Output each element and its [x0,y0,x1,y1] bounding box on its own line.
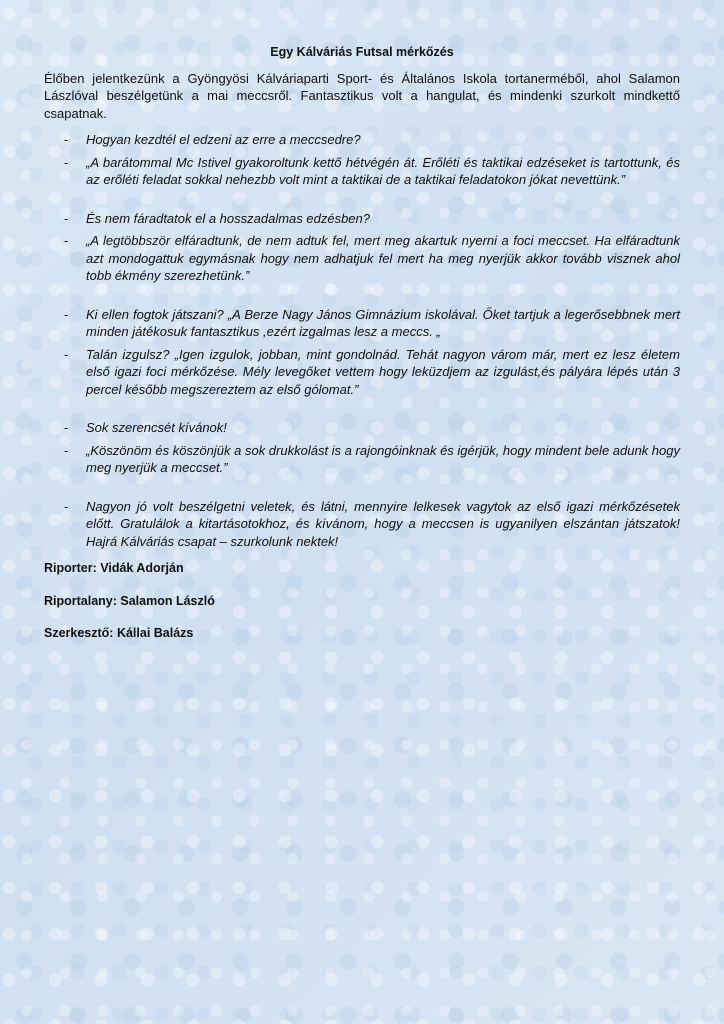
dash-bullet: - [64,132,69,147]
item-text: Ki ellen fogtok játszani? „A Berze Nagy János Gimnázium iskolával. Őket tartjuk a legerősebbnek mert minden játékosuk fantasztikus ,ezért izgalmas lesz a meccs. „ [86,306,680,339]
dash-bullet: - [64,233,69,248]
credits [44,560,680,643]
item-text: És nem fáradtatok el a hosszadalmas edzésben? [86,210,371,226]
item-text: „A legtöbbször elfáradtunk, de nem adtuk fel, mert meg akartuk nyerni a foci meccset. Ha elfáradtunk azt mondogattuk egymásnak hogy nem adhatjuk fel mert ha meg nyerjük akkor tovább visznek ahol tobb ékmény szerezhetünk.” [86,233,680,283]
dash-bullet: - [64,498,69,514]
item-text: Hogyan kezdtél el edzeni az erre a meccsedre? [86,132,361,147]
interview-question [44,131,680,149]
interview-question [44,306,680,341]
interview-question [44,346,680,399]
dash-bullet: - [64,306,69,322]
dash-bullet: - [64,346,69,362]
dash-bullet: - [64,420,69,435]
interview-question [44,419,680,437]
credit-reporter: Riporter: Vidák Adorján [44,561,184,575]
interview-answer [44,154,680,189]
interview-answer [44,232,680,285]
item-text: Sok szerencsét kívánok! [86,420,227,435]
item-text: Nagyon jó volt beszélgetni veletek, és látni, mennyire lelkesek vagytok az első igazi mérkőzésetek előtt. Gratulálok a kitartásotokhoz, és kívánom, hogy a meccsen is ugyanilyen elszántan játszatok! Hajrá Kálváriás csapat – szurkolunk nektek! [86,498,680,549]
dash-bullet: - [64,154,69,170]
item-text: „Köszönöm és köszönjük a sok drukkolást is a rajongóinknak és igérjük, hogy mindent bele adunk hogy meg nyerjük a meccset.” [86,442,681,475]
dash-bullet: - [64,442,69,458]
item-text: „A barátommal Mc Istivel gyakoroltunk kettő hétvégén át. Erőléti és taktikai edzéseket is tartottunk, és az erőléti feladat sokkal nehezbb volt mint a taktikai de a taktikai feladatokon jókat nevettünk.” [86,154,680,187]
credit-editor: Szerkesztő: Kállai Balázs [44,626,194,640]
interview-question [44,210,680,228]
interview-answer [44,442,680,477]
intro-paragraph: Élőben jelentkezünk a Gyöngyösi Kálváriaparti Sport- és Általános Iskola tortanerméből, ahol Salamon Lászlóval beszélgetünk a mai meccsről. Fantasztikus volt a hangulat, és mindenki szurkolt mindkettő csapatnak. [44,70,680,121]
article [44,44,680,658]
interview-closing [44,498,680,551]
item-text: Talán izgulsz? „Igen izgulok, jobban, mint gondolnád. Tehát nagyon várom már, mert ez lesz életem első igazi foci mérkőzése. Mély levegőket vettem hogy leküzdjem az izgulást,és pályára lépés után 3 percel később megszereztem az első gólomat.” [86,346,680,397]
interview-list [44,131,680,550]
dash-bullet: - [64,210,69,226]
article-title: Egy Kálváriás Futsal mérkőzés [270,45,454,59]
credit-interviewee: Riportalany: Salamon László [44,593,215,608]
